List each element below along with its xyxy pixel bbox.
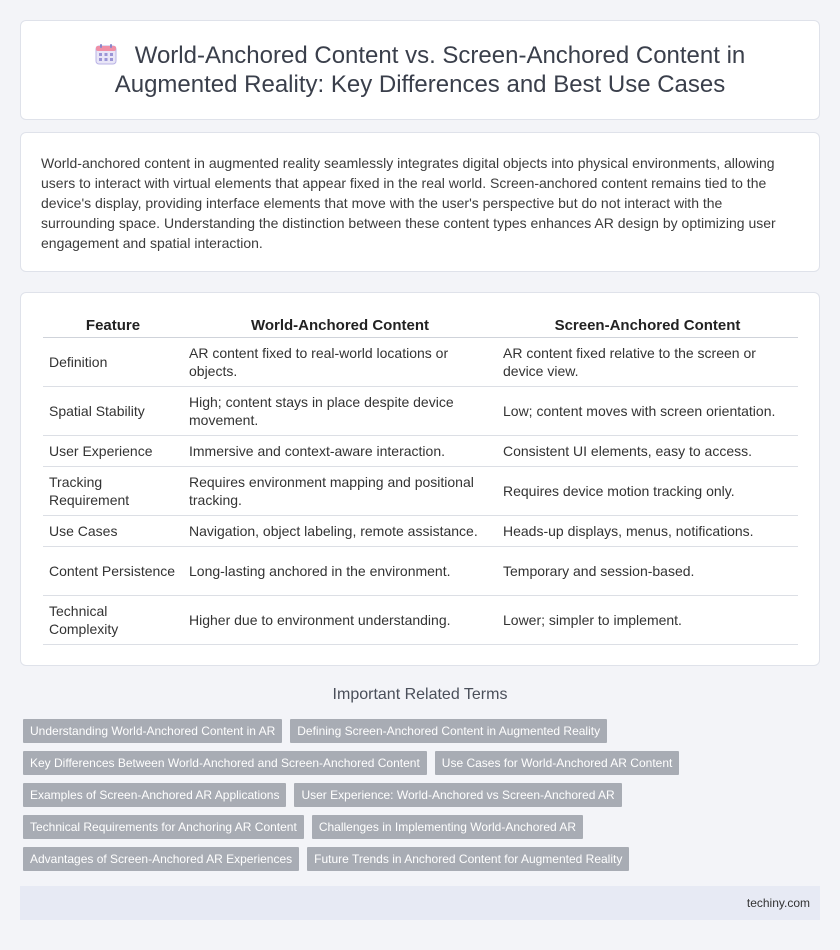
footer-brand-link[interactable]: techiny.com: [746, 896, 810, 910]
related-term-tag[interactable]: Technical Requirements for Anchoring AR Content: [23, 815, 304, 839]
table-cell-screen: AR content fixed relative to the screen or device view.: [497, 337, 798, 386]
table-cell-screen: Heads-up displays, menus, notifications.: [497, 515, 798, 546]
calendar-icon: [95, 43, 117, 65]
related-terms-tags: [23, 719, 823, 879]
footer: [20, 886, 820, 920]
column-header-feature: Feature: [43, 313, 183, 337]
comparison-table-card: [20, 292, 820, 666]
table-cell-screen: Lower; simpler to implement.: [497, 595, 798, 644]
tag-row: [23, 783, 823, 807]
table-cell-feature: User Experience: [43, 435, 183, 466]
related-term-tag[interactable]: Challenges in Implementing World-Anchored AR: [312, 815, 583, 839]
table-cell-world: Higher due to environment understanding.: [183, 595, 497, 644]
related-term-tag[interactable]: Defining Screen-Anchored Content in Augmented Reality: [290, 719, 607, 743]
table-cell-feature: Spatial Stability: [43, 386, 183, 435]
comparison-table: [43, 313, 798, 645]
related-terms-heading: Important Related Terms: [332, 686, 508, 703]
table-cell-world: Requires environment mapping and positional tracking.: [183, 466, 497, 515]
related-term-tag[interactable]: User Experience: World-Anchored vs Screen-Anchored AR: [294, 783, 621, 807]
related-term-tag[interactable]: Key Differences Between World-Anchored and Screen-Anchored Content: [23, 751, 427, 775]
column-header-screen-anchored: Screen-Anchored Content: [497, 313, 798, 337]
table-cell-feature: Definition: [43, 337, 183, 386]
table-row: [43, 466, 798, 515]
table-cell-feature: Use Cases: [43, 515, 183, 546]
table-cell-world: Navigation, object labeling, remote assistance.: [183, 515, 497, 546]
table-cell-screen: Consistent UI elements, easy to access.: [497, 435, 798, 466]
table-cell-world: Long-lasting anchored in the environment.: [183, 546, 497, 595]
related-term-tag[interactable]: Future Trends in Anchored Content for Augmented Reality: [307, 847, 629, 871]
table-cell-screen: Low; content moves with screen orientation.: [497, 386, 798, 435]
table-cell-world: AR content fixed to real-world locations or objects.: [183, 337, 497, 386]
intro-card: [20, 132, 820, 272]
table-cell-world: Immersive and context-aware interaction.: [183, 435, 497, 466]
table-row: [43, 337, 798, 386]
related-term-tag[interactable]: Use Cases for World-Anchored AR Content: [435, 751, 680, 775]
table-row: [43, 515, 798, 546]
related-term-tag[interactable]: Examples of Screen-Anchored AR Applications: [23, 783, 286, 807]
table-row: [43, 595, 798, 644]
table-cell-feature: Content Persistence: [43, 546, 183, 595]
table-cell-world: High; content stays in place despite device movement.: [183, 386, 497, 435]
table-row: [43, 435, 798, 466]
page-title: [70, 41, 770, 99]
table-cell-feature: Technical Complexity: [43, 595, 183, 644]
intro-paragraph: World-anchored content in augmented reality seamlessly integrates digital objects into physical environments, allowing users to interact with virtual elements that appear fixed in the real world. Screen-anchored content remains tied to the device's display, providing interface elements that move with the user's perspective but do not interact with the surrounding space. Understanding the distinction between these content types enhances AR design by optimizing user engagement and spatial interaction.: [41, 155, 776, 251]
page-title-text: World-Anchored Content vs. Screen-Anchored Content in Augmented Reality: Key Differences and Best Use Cases: [114, 42, 746, 98]
title-card: [20, 20, 820, 120]
table-row: [43, 546, 798, 595]
tag-row: [23, 847, 823, 871]
tag-row: [23, 719, 823, 743]
table-row: [43, 386, 798, 435]
tag-row: [23, 751, 823, 775]
table-cell-feature: Tracking Requirement: [43, 466, 183, 515]
table-cell-screen: Requires device motion tracking only.: [497, 466, 798, 515]
table-header-row: [43, 313, 798, 337]
tag-row: [23, 815, 823, 839]
related-term-tag[interactable]: Advantages of Screen-Anchored AR Experiences: [23, 847, 299, 871]
column-header-world-anchored: World-Anchored Content: [183, 313, 497, 337]
related-term-tag[interactable]: Understanding World-Anchored Content in AR: [23, 719, 282, 743]
table-cell-screen: Temporary and session-based.: [497, 546, 798, 595]
